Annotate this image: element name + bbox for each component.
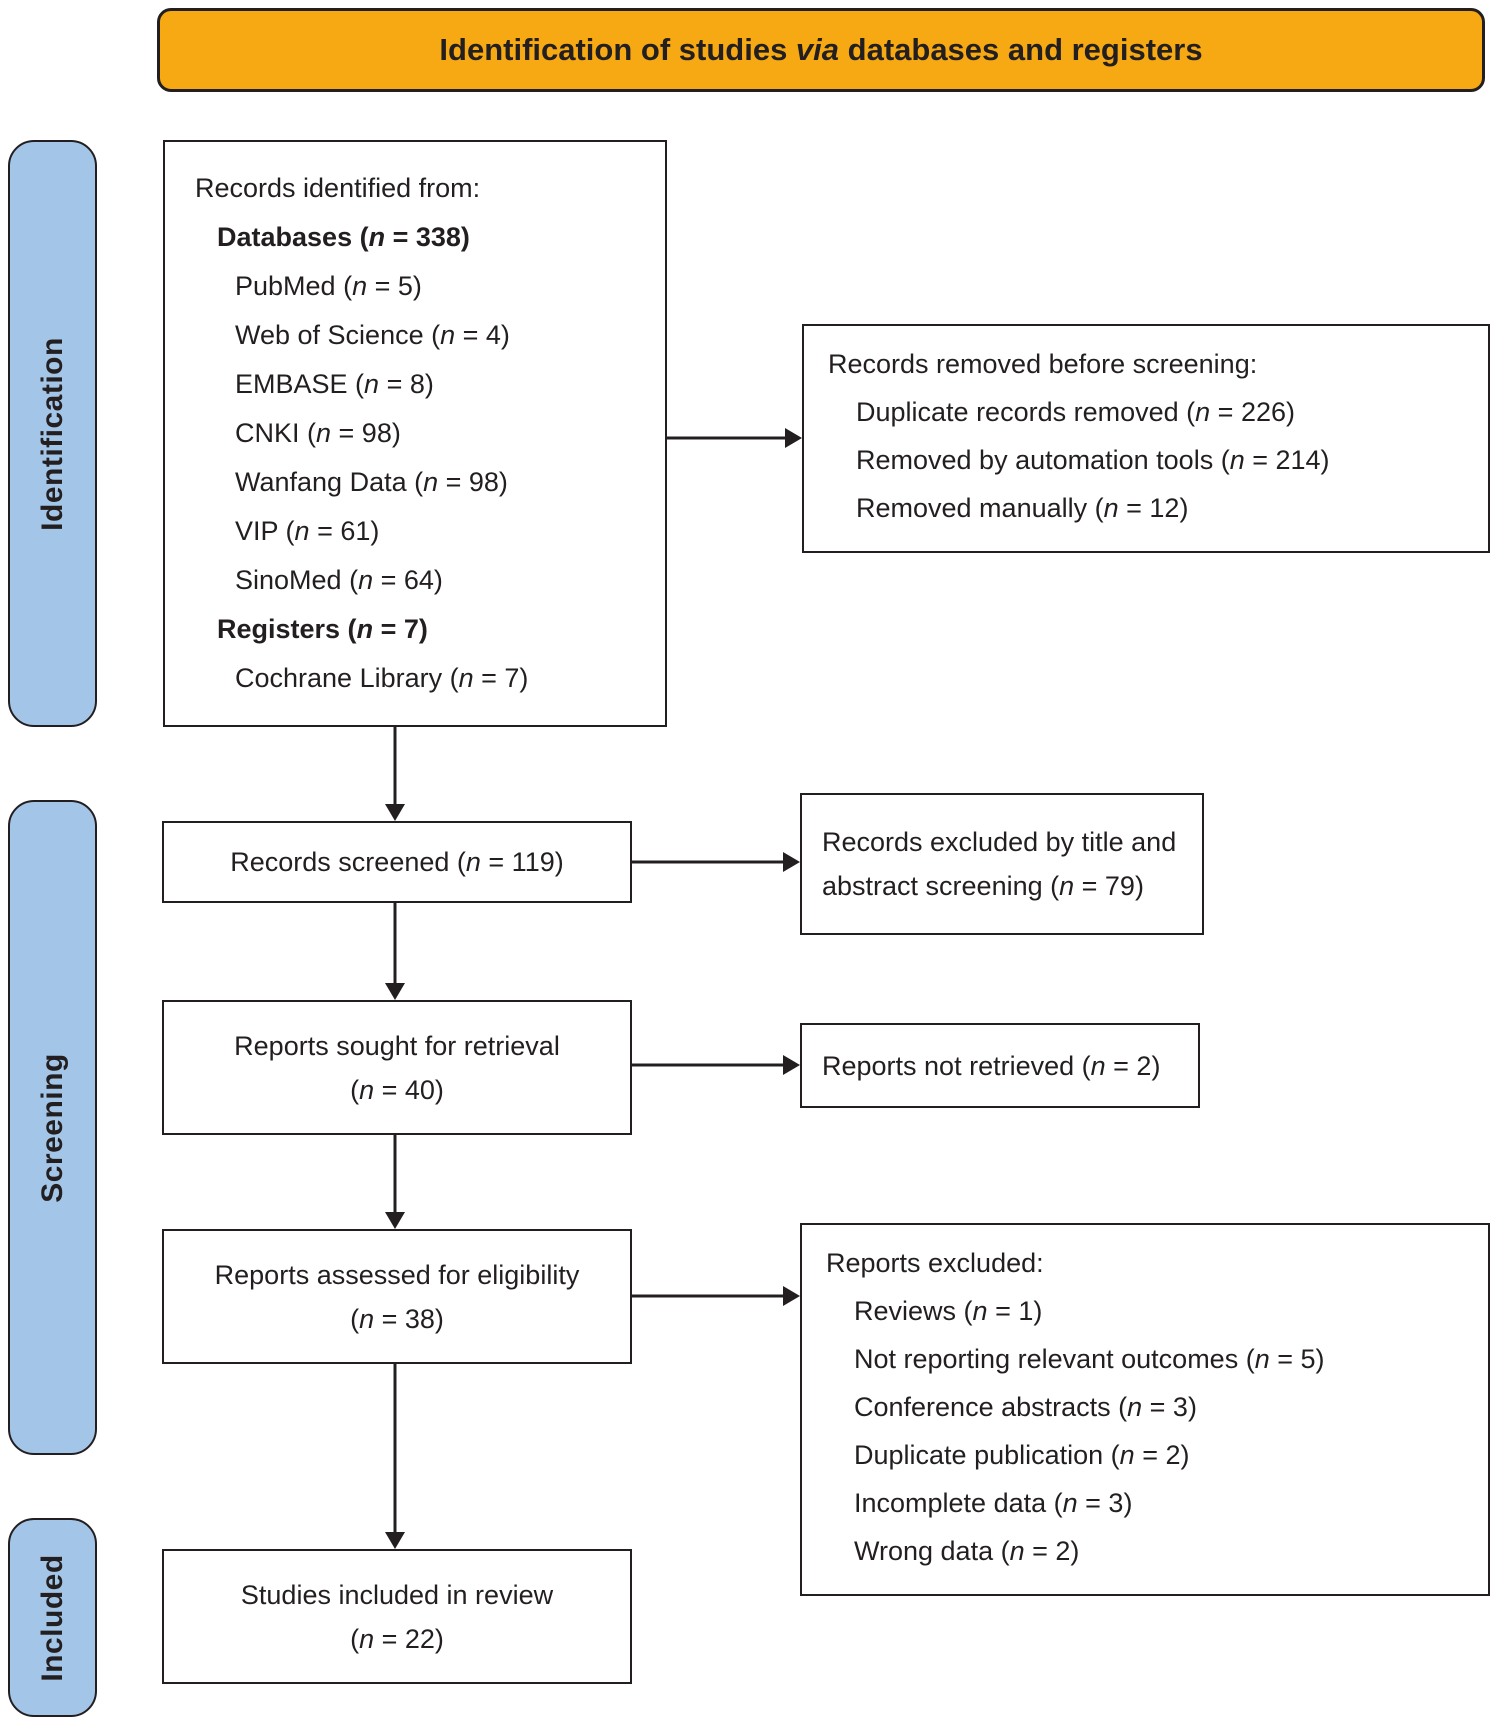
records-identified-line-sinomed: SinoMed (n = 64) <box>235 565 443 595</box>
reports-excluded-line-incomplete: Incomplete data (n = 3) <box>854 1488 1133 1518</box>
records-removed-header: Records removed before screening: <box>828 349 1258 379</box>
records-identified-box <box>163 140 667 727</box>
sidebar-stage-identification <box>8 140 97 727</box>
arrow-line <box>632 861 788 864</box>
records-identified-line-wanfang: Wanfang Data (n = 98) <box>235 467 508 497</box>
reports-excluded-line-wrongdata: Wrong data (n = 2) <box>854 1536 1080 1566</box>
flow-arrow-screened-to-sought <box>385 903 405 1000</box>
flow-arrow-sought-to-assessed <box>385 1135 405 1229</box>
reports-excluded-line-duplicate: Duplicate publication (n = 2) <box>854 1440 1190 1470</box>
flow-arrow-identified-to-removed <box>667 428 802 448</box>
sidebar-stage-included <box>8 1518 97 1717</box>
arrow-down-icon <box>385 804 405 821</box>
sidebar-stage-screening <box>8 800 97 1455</box>
records-identified-line-embase: EMBASE (n = 8) <box>235 369 434 399</box>
arrow-down-icon <box>385 983 405 1000</box>
arrow-right-icon <box>785 428 802 448</box>
records-identified-line-cnki: CNKI (n = 98) <box>235 418 401 448</box>
arrow-line <box>394 1364 397 1537</box>
reports-not-retrieved-label: Reports not retrieved (n = 2) <box>822 1050 1161 1081</box>
reports-excluded-line-reviews: Reviews (n = 1) <box>854 1296 1043 1326</box>
arrow-line <box>632 1064 788 1067</box>
records-removed-box <box>802 324 1490 553</box>
arrow-right-icon <box>783 1055 800 1075</box>
arrow-down-icon <box>385 1532 405 1549</box>
records-identified-line-vip: VIP (n = 61) <box>235 516 380 546</box>
records-screened-label: Records screened (n = 119) <box>230 847 564 877</box>
records-identified-line-databases: Databases (n = 338) <box>217 222 470 252</box>
arrow-line <box>667 437 790 440</box>
flow-arrow-screened-to-excluded <box>632 852 800 872</box>
reports-sought-label: Reports sought for retrieval (n = 40) <box>234 1030 560 1105</box>
records-identified-line: Records identified from: <box>195 173 481 203</box>
arrow-right-icon <box>783 1286 800 1306</box>
records-excluded-label: Records excluded by title and abstract screening (n = 79) <box>822 827 1177 901</box>
records-identified-line-cochrane: Cochrane Library (n = 7) <box>235 663 529 693</box>
flow-arrow-identified-to-screened <box>385 727 405 821</box>
arrow-line <box>394 727 397 809</box>
studies-included-label: Studies included in review (n = 22) <box>240 1579 554 1654</box>
reports-excluded-line-outcomes: Not reporting relevant outcomes (n = 5) <box>854 1344 1325 1374</box>
flow-arrow-assessed-to-included <box>385 1364 405 1549</box>
records-identified-line-wos: Web of Science (n = 4) <box>235 320 510 350</box>
arrow-right-icon <box>783 852 800 872</box>
arrow-down-icon <box>385 1212 405 1229</box>
sidebar-stage-screening-label: Screening <box>35 1052 69 1203</box>
reports-excluded-box <box>800 1223 1490 1596</box>
reports-not-retrieved-box <box>800 1023 1200 1108</box>
reports-excluded-header: Reports excluded: <box>826 1248 1044 1278</box>
records-identified-line-pubmed: PubMed (n = 5) <box>235 271 422 301</box>
sidebar-stage-included-label: Included <box>35 1553 69 1682</box>
records-removed-line-manual: Removed manually (n = 12) <box>856 493 1189 523</box>
records-removed-line-duplicates: Duplicate records removed (n = 226) <box>856 397 1295 427</box>
arrow-line <box>394 1135 397 1217</box>
reports-sought-box <box>162 1000 632 1135</box>
studies-included-box <box>162 1549 632 1684</box>
records-identified-line-registers: Registers (n = 7) <box>217 614 428 644</box>
sidebar-stage-identification-label: Identification <box>35 336 69 531</box>
records-removed-line-automation: Removed by automation tools (n = 214) <box>856 445 1330 475</box>
arrow-line <box>632 1295 788 1298</box>
title-banner <box>157 8 1485 92</box>
records-screened-box <box>162 821 632 903</box>
records-excluded-box <box>800 793 1204 935</box>
title-banner-label: Identification of studies via databases and registers <box>439 32 1203 67</box>
reports-excluded-line-conference: Conference abstracts (n = 3) <box>854 1392 1197 1422</box>
flow-arrow-assessed-to-reportsexcluded <box>632 1286 800 1306</box>
arrow-line <box>394 903 397 988</box>
reports-assessed-box <box>162 1229 632 1364</box>
flow-arrow-sought-to-notretrieved <box>632 1055 800 1075</box>
reports-assessed-label: Reports assessed for eligibility (n = 38) <box>214 1259 580 1334</box>
